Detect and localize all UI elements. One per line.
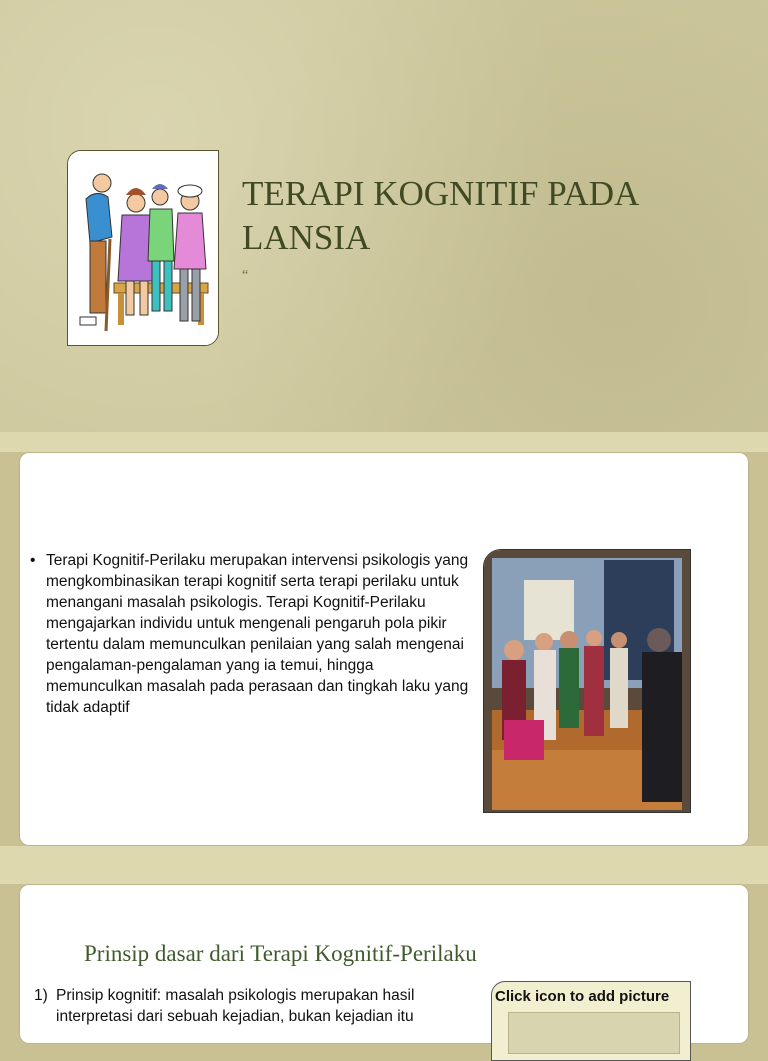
bullet-dot: • bbox=[30, 552, 36, 569]
slide-subtitle: “ bbox=[242, 268, 249, 283]
principles-heading: Prinsip dasar dari Terapi Kognitif-Perilaku bbox=[84, 941, 477, 966]
content-slide-definition bbox=[19, 452, 749, 846]
picture-placeholder[interactable] bbox=[491, 981, 691, 1061]
group-photo-image bbox=[484, 550, 690, 812]
title-slide bbox=[0, 0, 768, 432]
slide-title: TERAPI KOGNITIF PADA LANSIA bbox=[242, 174, 638, 257]
bullet-text: Terapi Kognitif-Perilaku merupakan intervensi psikologis yang mengkombinasikan terapi kognitif serta terapi perilaku untuk menangani masalah psikologis. Terapi Kognitif-Perilaku mengajarkan individu untuk mengenali pengaruh pola pikir tertentu dalam memunculkan penilaian yang salah mengenai pengalaman-pengalaman yang ia temui, hingga memunculkan masalah pada perasaan dan tingkah laku yang tidak adaptif bbox=[46, 552, 469, 716]
principle-item bbox=[34, 985, 474, 1027]
placeholder-label: Click icon to add picture bbox=[495, 988, 670, 1005]
slide-gap bbox=[0, 432, 768, 452]
picture-icon-area[interactable] bbox=[508, 1012, 680, 1054]
bullet-paragraph bbox=[30, 550, 470, 718]
elderly-group-photo bbox=[483, 549, 691, 813]
principle-number: 1) bbox=[34, 987, 48, 1004]
principle-text: Prinsip kognitif: masalah psikologis merupakan hasil interpretasi dari sebuah kejadian, bukan kejadian itu bbox=[56, 987, 415, 1025]
elderly-clipart-frame bbox=[67, 150, 219, 346]
slide-gap bbox=[0, 846, 768, 884]
content-slide-principles bbox=[19, 884, 749, 1044]
elderly-group-clipart bbox=[68, 151, 218, 345]
